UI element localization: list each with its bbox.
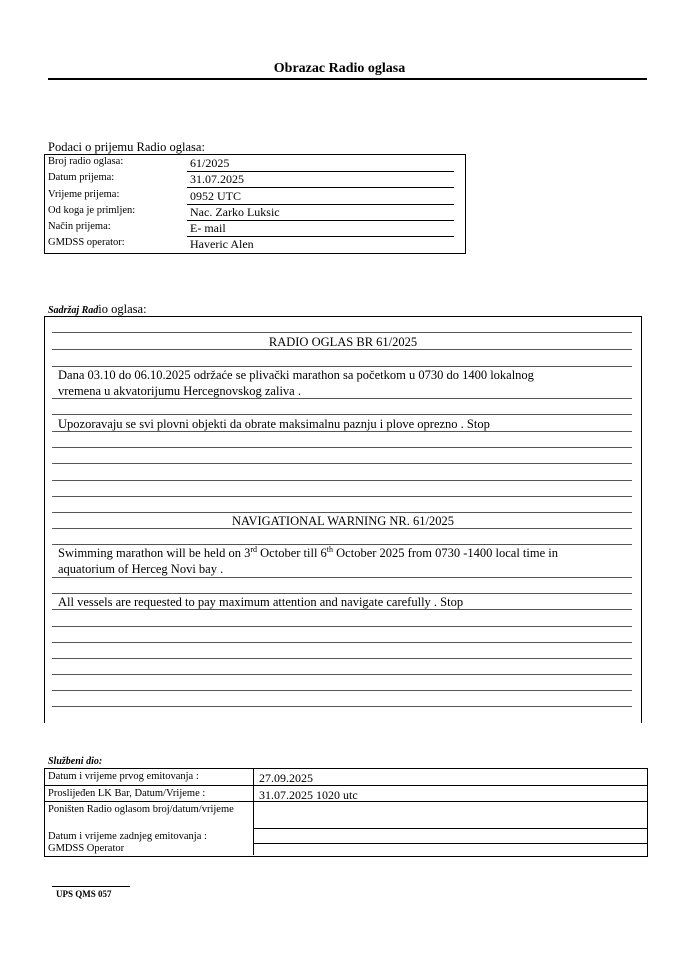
receipt-value-from: Nac. Zarko Luksic	[190, 205, 280, 219]
ruled-line	[52, 480, 632, 481]
receipt-label-number: Broj radio oglasa:	[48, 156, 124, 167]
ruled-line	[52, 674, 632, 675]
receipt-label-method: Način prijema:	[48, 221, 111, 232]
receipt-label-from: Od koga je primljen:	[48, 205, 136, 216]
receipt-label-time: Vrijeme prijema:	[48, 189, 120, 200]
receipt-row-line	[187, 187, 454, 188]
receipt-value-time: 0952 UTC	[190, 189, 241, 203]
receipt-value-number: 61/2025	[190, 156, 230, 170]
ruled-line	[52, 447, 632, 448]
official-value-forwarded: 31.07.2025 1020 utc	[259, 788, 358, 802]
official-value-first-broadcast: 27.09.2025	[259, 771, 313, 785]
content-box-top	[44, 316, 642, 317]
receipt-row-line	[187, 220, 454, 221]
ruled-line	[52, 332, 632, 333]
ruled-line	[52, 642, 632, 643]
ruled-line	[52, 690, 632, 691]
local-notice-line-3: Upozoravaju se svi plovni objekti da obrate maksimalnu paznju i plove oprezno . Stop	[58, 417, 490, 431]
content-heading	[48, 302, 147, 317]
content-heading-rest: io oglasa:	[98, 302, 147, 316]
receipt-value-operator: Haveric Alen	[190, 237, 254, 251]
official-label-gmdss-operator: GMDSS Operator	[48, 843, 125, 854]
ruled-line	[52, 577, 632, 578]
official-label-forwarded: Proslijeđen LK Bar, Datum/Vrijeme :	[48, 788, 206, 799]
official-label-first-broadcast: Datum i vrijeme prvog emitovanja :	[48, 771, 199, 782]
content-heading-emphasis: Sadržaj Rad	[48, 305, 99, 316]
nav-warning-line-1: Swimming marathon will be held on 3rd October till 6th October 2025 from 0730 -1400 local time in	[58, 545, 558, 560]
form-code: UPS QMS 057	[56, 889, 112, 899]
receipt-value-method: E- mail	[190, 221, 226, 235]
page-title: Obrazac Radio oglasa	[273, 61, 406, 76]
official-row-line	[44, 785, 647, 786]
ruled-line	[52, 626, 632, 627]
receipt-heading: Podaci o prijemu Radio oglasa:	[48, 140, 205, 154]
ruled-line	[52, 463, 632, 464]
title-divider	[48, 78, 647, 80]
ruled-line	[52, 414, 632, 415]
official-label-last-broadcast: Datum i vrijeme zadnjeg emitovanja :	[48, 831, 207, 842]
nav-warning-line-3: All vessels are requested to pay maximum attention and navigate carefully . Stop	[58, 595, 464, 609]
nav-warning-title: NAVIGATIONAL WARNING NR. 61/2025	[232, 514, 454, 528]
receipt-value-date: 31.07.2025	[190, 172, 244, 186]
local-notice-line-2: vremena u akvatorijumu Hercegnovskog zaliva .	[58, 384, 301, 398]
nav-warning-line-2: aquatorium of Herceg Novi bay .	[58, 562, 224, 576]
receipt-label-date: Datum prijema:	[48, 172, 115, 183]
ruled-line	[52, 496, 632, 497]
official-label-cancelled: Poništen Radio oglasom broj/datum/vrijeme	[48, 804, 234, 815]
official-divider	[253, 768, 254, 855]
ruled-line	[52, 658, 632, 659]
local-notice-title: RADIO OGLAS BR 61/2025	[268, 335, 418, 349]
ruled-line	[52, 706, 632, 707]
local-notice-line-1: Dana 03.10 do 06.10.2025 održaće se plivački marathon sa početkom u 0730 do 1400 lokalnog	[58, 368, 534, 382]
official-row-line	[253, 828, 647, 829]
official-row-line	[253, 843, 647, 844]
footer-rule	[52, 886, 130, 887]
receipt-label-operator: GMDSS operator:	[48, 237, 125, 248]
official-heading: Službeni dio:	[48, 756, 103, 767]
